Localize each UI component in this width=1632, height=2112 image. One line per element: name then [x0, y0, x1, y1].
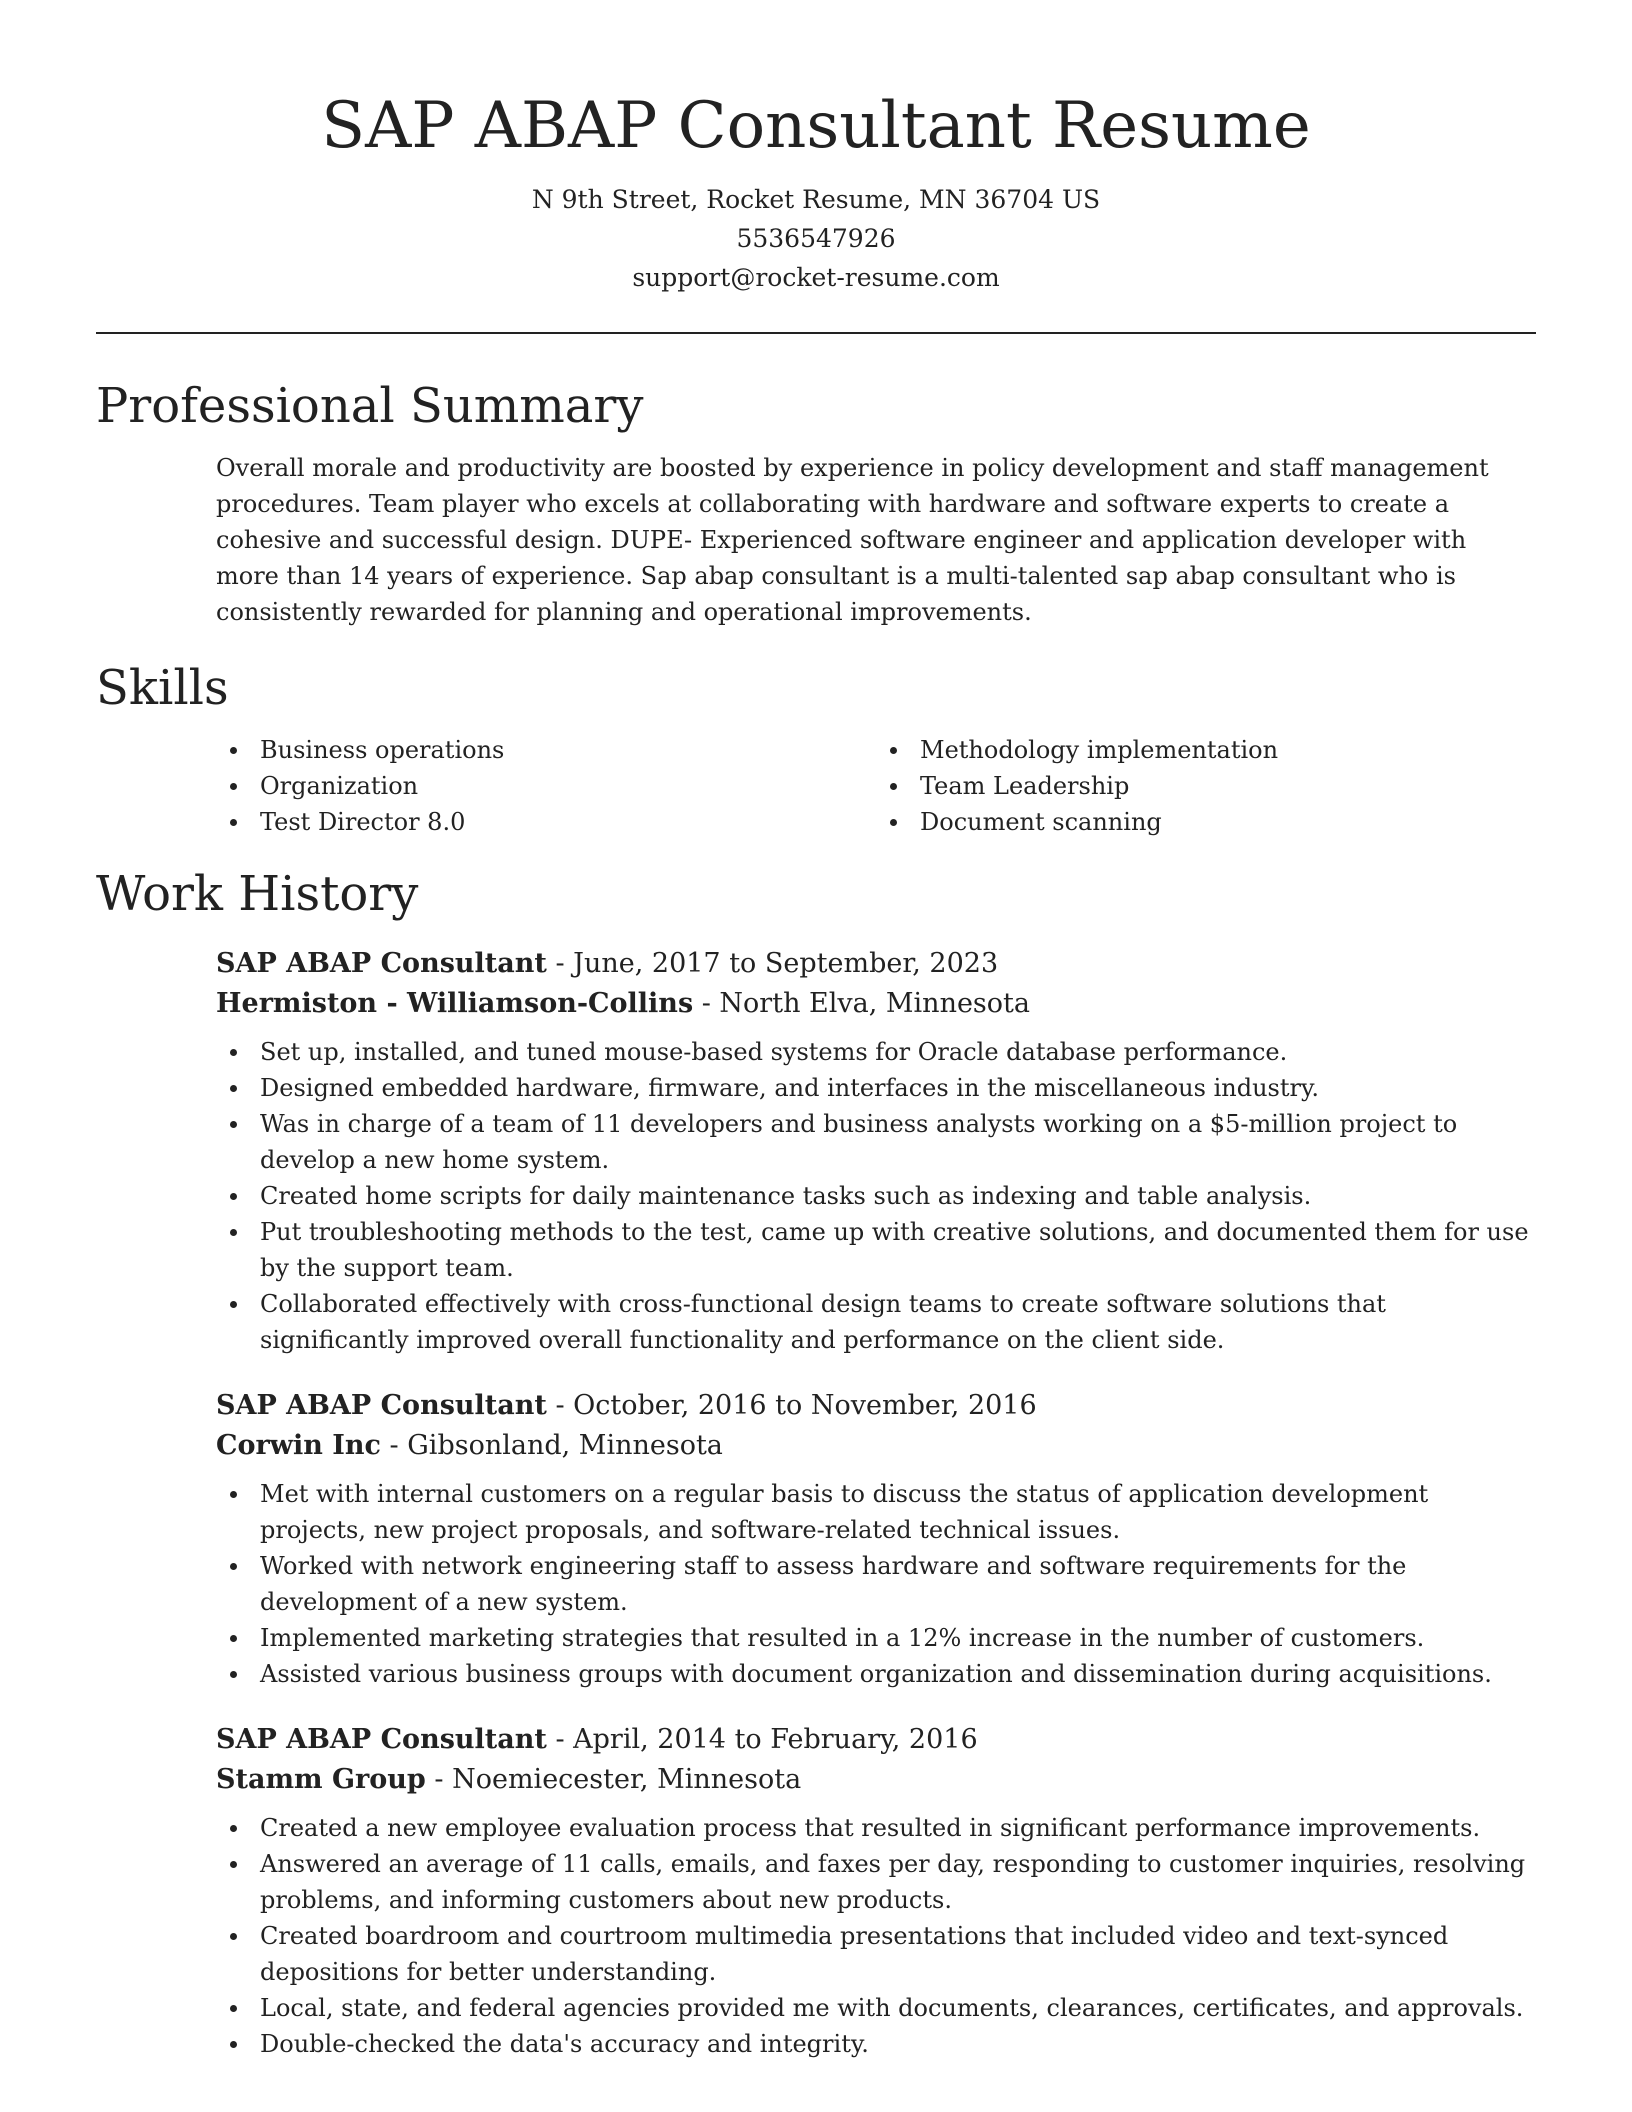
job-title: SAP ABAP Consultant [216, 1724, 547, 1755]
job-company-line [216, 1426, 1536, 1466]
job-bullet: Met with internal customers on a regular basis to discuss the status of application development projects, new project proposals, and software-related technical issues. [216, 1476, 1536, 1548]
job-bullet: Local, state, and federal agencies provided me with documents, clearances, certificates, and approvals. [216, 1990, 1536, 2026]
skill-item: Business operations [260, 732, 876, 768]
header-divider [96, 332, 1536, 334]
job-title: SAP ABAP Consultant [216, 1390, 547, 1421]
job-dates: - October, 2016 to November, 2016 [546, 1390, 1037, 1421]
contact-info [96, 180, 1536, 297]
job-location: - North Elva, Minnesota [693, 988, 1030, 1019]
skills-heading: Skills [96, 660, 229, 716]
job-bullet: Assisted various business groups with document organization and dissemination during acquisitions. [216, 1656, 1536, 1692]
job-title-line [216, 1720, 1536, 1760]
skill-item: Document scanning [920, 804, 1536, 840]
job-bullet: Created a new employee evaluation process that resulted in significant performance improvements. [216, 1810, 1536, 1846]
job-title: SAP ABAP Consultant [216, 948, 547, 979]
resume-page [96, 0, 1536, 2062]
job-bullet: Answered an average of 11 calls, emails, and faxes per day, responding to customer inquiries, resolving problems, and informing customers about new products. [216, 1846, 1536, 1918]
job-dates: - June, 2017 to September, 2023 [546, 948, 999, 979]
skill-item: Organization [260, 768, 876, 804]
job-dates: - April, 2014 to February, 2016 [546, 1724, 978, 1755]
job-title-line [216, 944, 1536, 984]
job-bullet: Created boardroom and courtroom multimedia presentations that included video and text-synced depositions for better understanding. [216, 1918, 1536, 1990]
job-company-line [216, 1760, 1536, 1800]
skills-column-right [876, 732, 1536, 840]
skills-column-left [216, 732, 876, 840]
job-entry [216, 1386, 1536, 1692]
job-bullet: Collaborated effectively with cross-functional design teams to create software solutions that significantly improved overall functionality and performance on the client side. [216, 1286, 1536, 1358]
job-location: - Noemiecester, Minnesota [425, 1764, 802, 1795]
work-history-heading: Work History [96, 866, 419, 922]
job-bullet: Created home scripts for daily maintenance tasks such as indexing and table analysis. [216, 1178, 1536, 1214]
job-title-line [216, 1386, 1536, 1426]
job-entry [216, 944, 1536, 1358]
contact-email: support@rocket-resume.com [632, 263, 1000, 292]
job-bullets [216, 1810, 1536, 2062]
skill-item: Test Director 8.0 [260, 804, 876, 840]
resume-title: SAP ABAP Consultant Resume [321, 89, 1311, 163]
job-company: Stamm Group [216, 1764, 426, 1795]
job-company: Corwin Inc [216, 1430, 381, 1461]
job-bullet: Was in charge of a team of 11 developers and business analysts working on a $5-million project to develop a new home system. [216, 1106, 1536, 1178]
job-bullets [216, 1034, 1536, 1358]
contact-address: N 9th Street, Rocket Resume, MN 36704 US [531, 185, 1101, 214]
job-company: Hermiston - Williamson-Collins [216, 988, 694, 1019]
job-bullet: Put troubleshooting methods to the test, came up with creative solutions, and documented them for use by the support team. [216, 1214, 1536, 1286]
job-bullet: Worked with network engineering staff to assess hardware and software requirements for the development of a new system. [216, 1548, 1536, 1620]
summary-text: Overall morale and productivity are boosted by experience in policy development and staff management procedures. Team player who excels at collaborating with hardware and software experts to create a cohesive and successful design. DUPE- Experienced software engineer and application developer with more than 14 years of experience. Sap abap consultant is a multi-talented sap abap consultant who is consistently rewarded for planning and operational improvements. [216, 454, 1489, 626]
contact-phone: 5536547926 [736, 224, 896, 253]
job-location: - Gibsonland, Minnesota [380, 1430, 723, 1461]
job-bullet: Double-checked the data's accuracy and integrity. [216, 2026, 1536, 2062]
summary-heading: Professional Summary [96, 378, 644, 434]
skills-grid [216, 732, 1536, 840]
job-bullet: Designed embedded hardware, firmware, and interfaces in the miscellaneous industry. [216, 1070, 1536, 1106]
job-entry [216, 1720, 1536, 2062]
resume-header [96, 0, 1536, 297]
job-company-line [216, 984, 1536, 1024]
skill-item: Team Leadership [920, 768, 1536, 804]
job-bullet: Implemented marketing strategies that resulted in a 12% increase in the number of customers. [216, 1620, 1536, 1656]
job-bullets [216, 1476, 1536, 1692]
job-bullet: Set up, installed, and tuned mouse-based systems for Oracle database performance. [216, 1034, 1536, 1070]
skill-item: Methodology implementation [920, 732, 1536, 768]
